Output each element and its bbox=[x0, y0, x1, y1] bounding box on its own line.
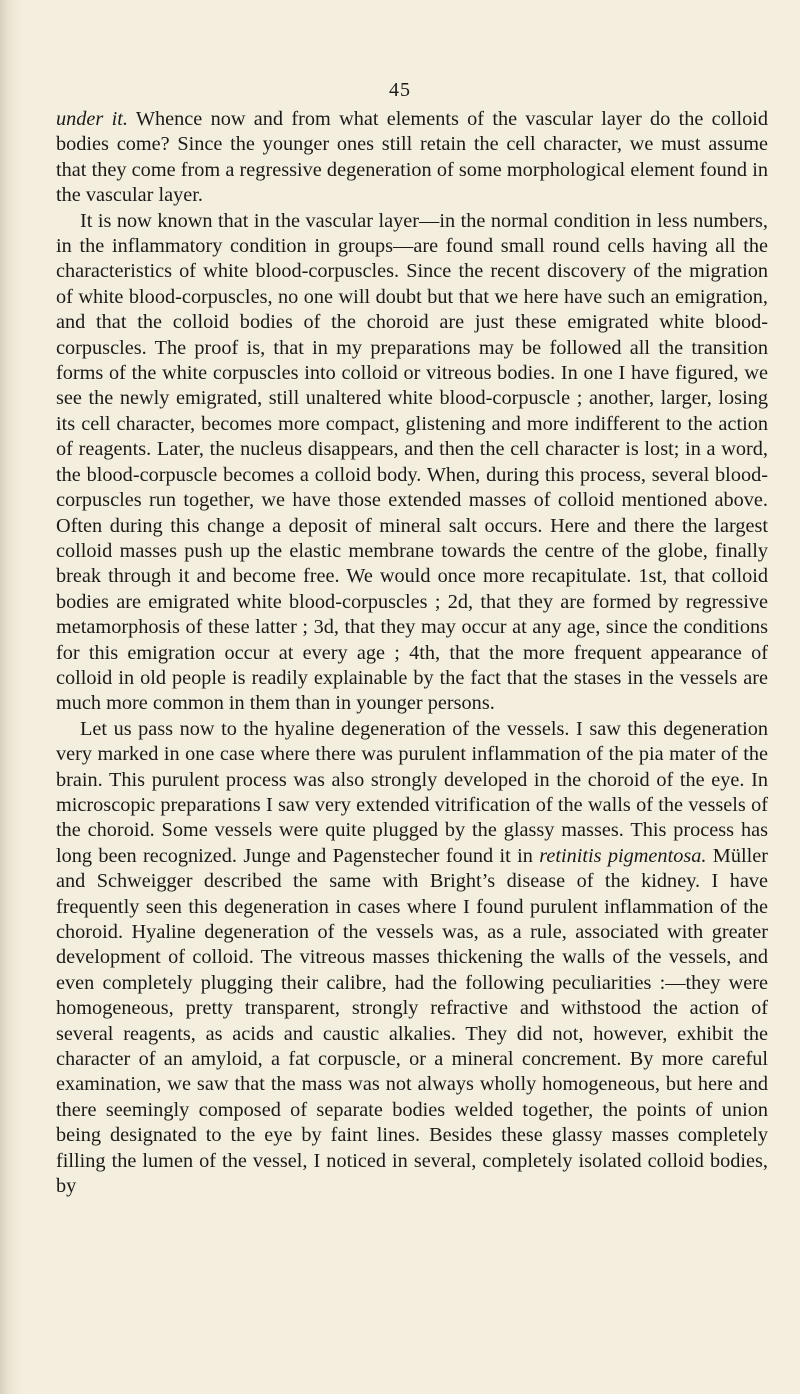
paragraph-2: It is now known that in the vascular layer—in the normal condition in less numbers, in the inflammatory condition in groups—are found small round cells having all the characteristics of white blood-corpuscles. Since the recent discovery of the migration of white blood-corpuscles, no one will doubt but that we here have such an emigration, and that the colloid bodies of the choroid are just these emigrated white blood-corpuscles. The proof is, that in my preparations may be followed all the transition forms of the white corpuscles into colloid or vitreous bodies. In one I have figured, we see the newly emigrated, still unaltered white blood-corpuscle ; another, larger, losing its cell character, becomes more compact, glistening and more indifferent to the action of reagents. Later, the nucleus disappears, and then the cell character is lost; in a word, the blood-corpuscle becomes a colloid body. When, during this process, several blood-corpuscles run together, we have those extended masses of colloid mentioned above. Often during this change a deposit of mineral salt occurs. Here and there the largest colloid masses push up the elastic membrane towards the centre of the globe, finally break through it and become free. We would once more recapitulate. 1st, that colloid bodies are emigrated white blood-corpuscles ; 2d, that they are formed by regressive metamorphosis of these latter ; 3d, that they may occur at any age, since the conditions for this emigration occur at every age ; 4th, that the more frequent appearance of colloid in old people is readily explainable by the fact that the stases in the vessels are much more common in them than in younger persons. bbox=[56, 209, 768, 715]
paragraph-1-lead: under it. bbox=[56, 108, 128, 130]
paragraph-3-italic-term: retinitis pigmentosa. bbox=[539, 844, 707, 867]
page-edge-shadow bbox=[0, 0, 22, 1394]
paragraph-1 bbox=[56, 107, 768, 209]
paragraph-3 bbox=[56, 717, 768, 1200]
paragraph-3-text-a: Let us pass now to the hyaline degeneration of the vessels. I saw this degeneration very marked in one case where there was purulent inflammation of the pia mater of the brain. This purulent process was also strongly developed in the choroid of the eye. In microscopic preparations I saw very extended vitrification of the walls of the vessels of the choroid. Some vessels were quite plugged by the glassy masses. This process has long been recognized. Junge and Pagenstecher found it in bbox=[56, 717, 768, 867]
paragraph-3-text-b: Müller and Schweigger described the same with Bright’s disease of the kidney. I have frequently seen this degeneration in cases where I found purulent inflammation of the choroid. Hyaline degeneration of the vessels was, as a rule, associated with greater development of colloid. The vitreous masses thickening the walls of the vessels, and even completely plugging their calibre, had the following peculiarities :—they were homogeneous, pretty transparent, strongly refractive and withstood the action of several reagents, as acids and caustic alkalies. They did not, however, exhibit the character of an amyloid, a fat corpuscle, or a mineral concrement. By more careful examination, we saw that the mass was not always wholly homogeneous, but here and there seemingly composed of separate bodies welded together, the points of union being designated to the eye by faint lines. Besides these glassy masses completely filling the lumen of the vessel, I noticed in several, completely isolated colloid bodies, by bbox=[56, 844, 768, 1198]
page-body bbox=[56, 107, 768, 1199]
paragraph-1-text: Whence now and from what elements of the vascular layer do the colloid bodies come? Since the younger ones still retain the cell character, we must assume that they come from a regressive degeneration of some morphological element found in the vascular layer. bbox=[56, 108, 769, 207]
page-number: 45 bbox=[389, 79, 411, 101]
